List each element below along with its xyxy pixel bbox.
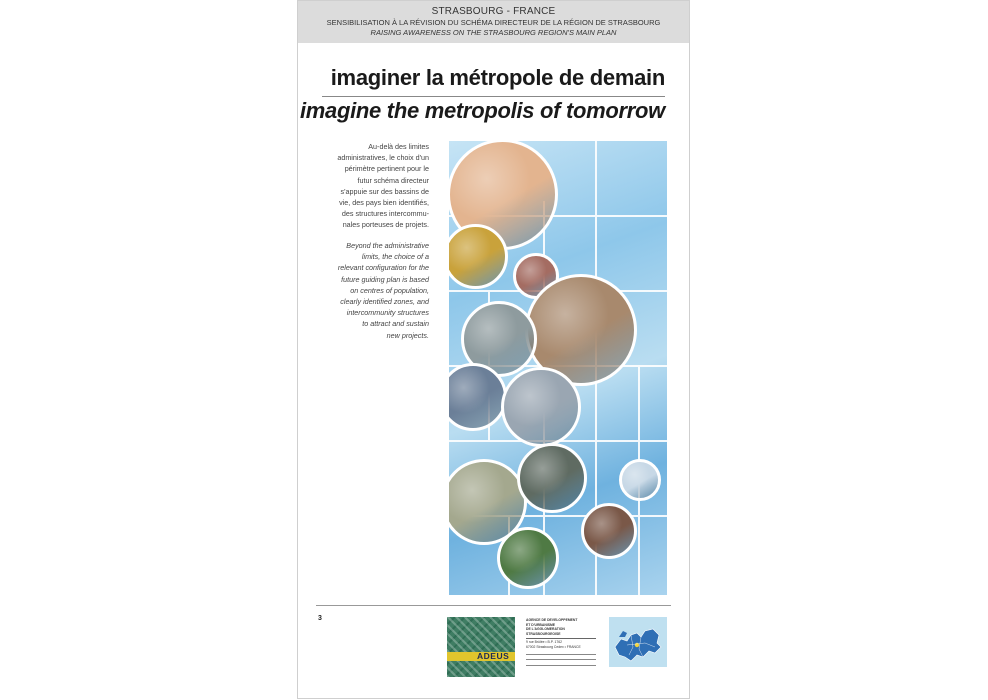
body-line: administratives, le choix d'un	[337, 153, 429, 163]
body-line: new projects.	[386, 330, 429, 340]
address-rule	[526, 660, 596, 665]
title-en: imagine the metropolis of tomorrow	[299, 98, 665, 123]
body-text-en	[319, 240, 429, 341]
header-band	[298, 1, 689, 43]
agency-line: ET D'URBANISME	[526, 622, 556, 627]
agency-line: AGENCE DE DEVELOPPEMENT	[526, 618, 578, 622]
title-divider	[322, 96, 665, 97]
page-number: 3	[318, 615, 322, 622]
agency-line: DE L'AGGLOMERATION	[526, 627, 565, 632]
body-line: futur schéma directeur	[357, 175, 429, 185]
header-city: STRASBOURG - FRANCE	[431, 6, 556, 17]
document-page	[297, 0, 690, 699]
title-fr: imaginer la métropole de demain	[330, 65, 665, 90]
body-line: vie, des pays bien identifiés,	[339, 198, 429, 208]
body-line: périmètre pertinent pour le	[344, 164, 429, 174]
body-line: limits, the choice of a	[361, 252, 429, 262]
tgv-train-photo	[501, 367, 581, 447]
footer-divider	[316, 605, 671, 606]
adeus-logo	[447, 617, 515, 677]
body-line: Au-delà des limites	[368, 142, 429, 151]
sculpture-photo	[619, 459, 661, 501]
header-subtitle-en: RAISING AWARENESS ON THE STRASBOURG REGION'S MAIN PLAN	[370, 28, 617, 37]
address-line: 67002 Strasbourg Cedex • FRANCE	[526, 644, 581, 649]
body-line: nales porteuses de projets.	[342, 220, 429, 230]
agency-line: STRASBOURGEOISE	[526, 631, 561, 636]
body-line: s'appuie sur des bassins de	[340, 186, 429, 196]
body-line: to attract and sustain	[362, 319, 429, 329]
address-line: 9 rue Brûlée • B.P. 1762	[526, 640, 562, 645]
body-line: relevant configuration for the	[337, 263, 429, 273]
body-line: clearly identified zones, and	[340, 297, 429, 307]
logo-text: ADEUS	[477, 651, 510, 661]
body-text-fr	[319, 141, 429, 231]
agency-address	[526, 618, 596, 666]
address-divider	[526, 638, 596, 639]
body-line: intercommunity structures	[346, 308, 429, 318]
facade-photo	[581, 503, 637, 559]
square-crowd-photo	[517, 443, 587, 513]
photo-collage	[449, 141, 667, 595]
europe-location-map	[609, 617, 667, 667]
body-line: des structures intercommu-	[341, 209, 429, 219]
river-green-photo	[497, 527, 559, 589]
body-line: on centres of population,	[350, 285, 429, 295]
europe-map-graphic	[609, 617, 667, 667]
body-line: future guiding plan is based	[341, 274, 429, 284]
header-subtitle-fr: SENSIBILISATION À LA RÉVISION DU SCHÉMA DIRECTEUR DE LA RÉGION DE STRASBOURG	[326, 18, 661, 27]
body-line: Beyond the administrative	[346, 241, 429, 250]
